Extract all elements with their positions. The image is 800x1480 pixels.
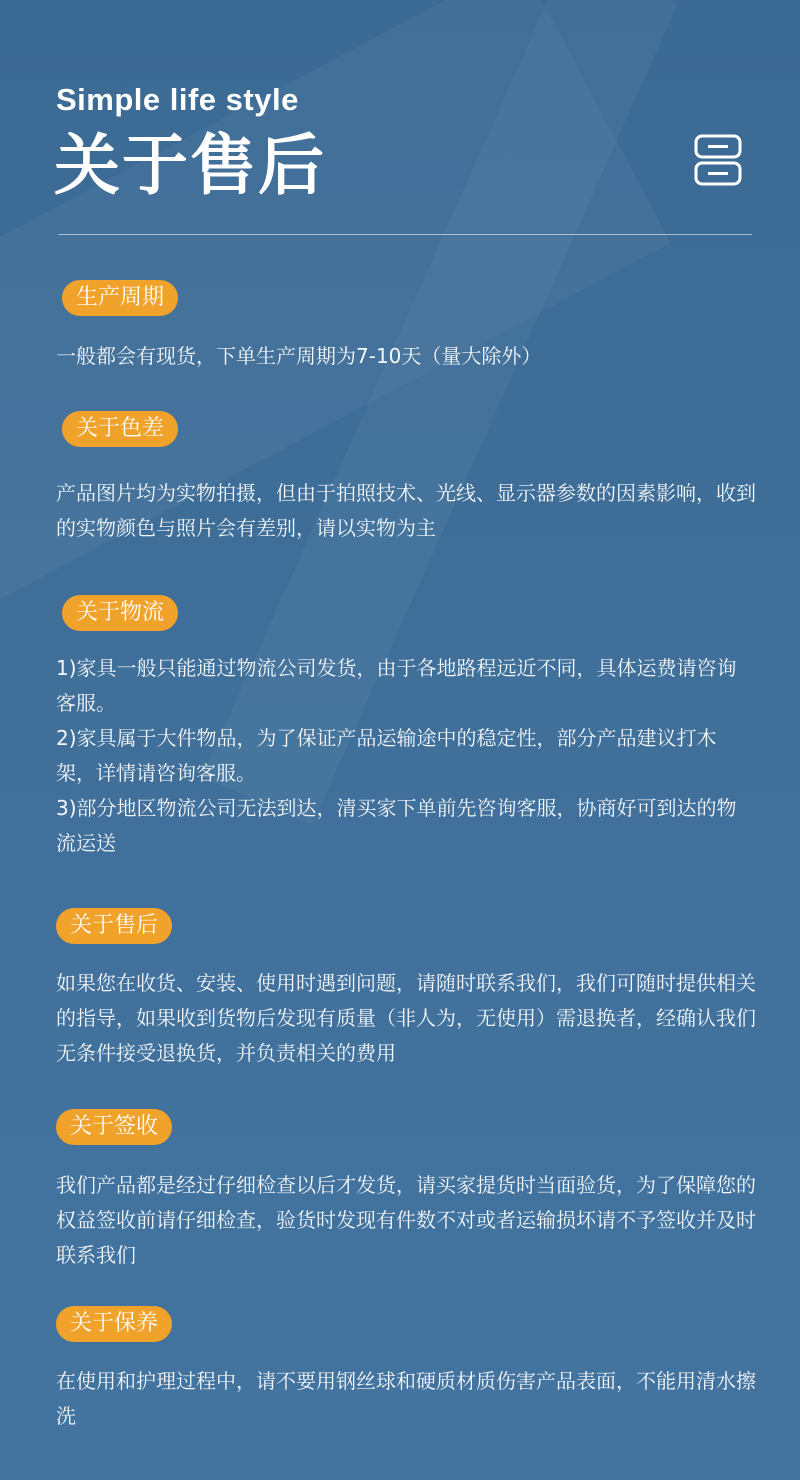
- section-production-cycle: [56, 280, 756, 374]
- menu-icon[interactable]: [694, 134, 742, 186]
- paragraph: 如果您在收货、安装、使用时遇到问题，请随时联系我们，我们可随时提供相关的指导，如果收到货物后发现有质量（非人为，无使用）需退换者，经确认我们无条件接受退换货，并负责相关的费用: [56, 971, 756, 1065]
- section-body: [56, 1168, 756, 1273]
- header: [56, 80, 756, 206]
- section-color-difference: [56, 411, 756, 546]
- section-body: [56, 966, 756, 1071]
- section-badge: 生产周期: [62, 280, 178, 316]
- section-body: [56, 651, 756, 861]
- section-badge: 关于售后: [56, 908, 172, 944]
- section-signing: [56, 1109, 756, 1273]
- section-body: [56, 476, 756, 546]
- section-logistics: [56, 595, 756, 861]
- page-title: 关于售后: [54, 127, 326, 204]
- section-maintenance: [56, 1306, 756, 1434]
- section-badge: 关于签收: [56, 1109, 172, 1145]
- page-subtitle: Simple life style: [56, 82, 299, 117]
- paragraph: 3)部分地区物流公司无法到达，清买家下单前先咨询客服，协商好可到达的物流运送: [56, 796, 737, 855]
- paragraph: 产品图片均为实物拍摄，但由于拍照技术、光线、显示器参数的因素影响，收到的实物颜色与照片会有差别，请以实物为主: [56, 481, 756, 540]
- paragraph: 在使用和护理过程中，请不要用钢丝球和硬质材质伤害产品表面，不能用清水擦洗: [56, 1369, 756, 1428]
- paragraph: 一般都会有现货，下单生产周期为7-10天（量大除外）: [56, 344, 542, 368]
- section-after-sales: [56, 908, 756, 1071]
- menu-icon-graphic: [694, 134, 742, 186]
- section-badge: 关于物流: [62, 595, 178, 631]
- section-body: [56, 1364, 756, 1434]
- section-badge: 关于色差: [62, 411, 178, 447]
- section-badge: 关于保养: [56, 1306, 172, 1342]
- header-divider: [58, 234, 752, 235]
- paragraph: 我们产品都是经过仔细检查以后才发货，请买家提货时当面验货，为了保障您的权益签收前请仔细检查，验货时发现有件数不对或者运输损坏请不予签收并及时联系我们: [56, 1173, 756, 1267]
- section-body: [56, 339, 756, 374]
- paragraph: 1)家具一般只能通过物流公司发货，由于各地路程远近不同，具体运费请咨询客服。: [56, 656, 737, 715]
- paragraph: 2)家具属于大件物品，为了保证产品运输途中的稳定性，部分产品建议打木架，详情请咨询客服。: [56, 726, 717, 785]
